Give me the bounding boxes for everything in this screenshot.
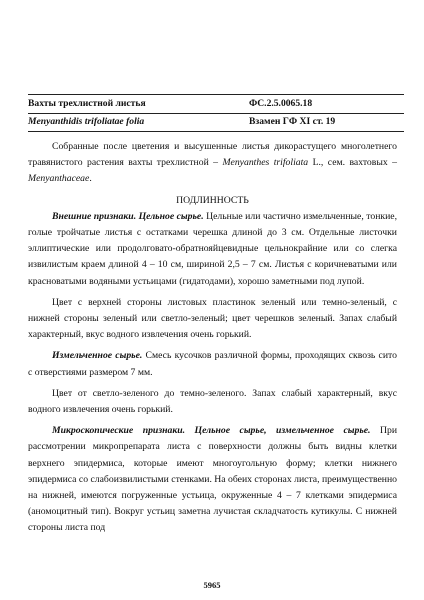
crushed-color-paragraph: Цвет от светло-зеленого до темно-зеленого. Запах слабый характерный, вкус водного извлечения очень горький. [28,387,397,416]
replaces-note: Взамен ГФ XI ст. 19 [249,116,336,127]
microscopic-text: При рассмотрении микропрепарата листа с поверхности должны быть видны клетки верхнего эпидермиса, которые имеют многоугольную форму; клетки нижнего эпидермиса со слабоизвилистыми стенками. На обеих сторонах листа, преимущественно на нижней, имеются погруженные устьица, окруженные 4 – 7 клетками эпидермиса (аномоцитный тип). Вокруг устьиц заметна лучистая складчатость кутикулы. С нижней стороны листа под [28,425,397,534]
crushed-paragraph [28,348,397,380]
external-features-paragraph [28,209,397,290]
header-row-1 [28,96,404,112]
section-title: ПОДЛИННОСТЬ [176,194,249,206]
header-bottom-rule [28,131,404,132]
monograph-code: ФС.2.5.0065.18 [249,98,313,109]
intro-latin-family: Menyanthaceae [28,173,90,185]
external-features-label: Внешние признаки. Цельное сырье. [52,210,204,222]
monograph-title: Вахты трехлистной листья [28,98,146,109]
external-features-text: Цельные или частично измельченные, тонкие, голые тройчатые листья с остатками черешка длиной до 3 см. Отдельные листочки эллиптические или продолговато-обратнояйцевидные цельнокрайние или со слегка извилистым краем длиной 4 – 10 см, шириной 2,5 – 7 см. Листья с коричневатыми или красноватыми водяными устьицами (гидатодами), хорошо заметными под лупой. [28,210,397,287]
intro-latin-species: Menyanthes trifoliata [222,157,309,169]
page-number: 5965 [203,580,221,590]
crushed-label: Измельченное сырье. [52,350,143,362]
document-body [28,135,397,537]
intro-paragraph [28,139,397,188]
color-paragraph: Цвет с верхней стороны листовых пластинок зеленый или темно-зеленый, с нижней стороны зеленый или светло-зеленый; цвет черешков зеленый. Запах слабый характерный, вкус водного извлечения очень горький. [28,296,397,341]
microscopic-paragraph [28,423,397,536]
intro-text-2: L., сем. вахтовых – [308,157,397,169]
intro-text-1: Собранные после цветения и высушенные листья дикорастущего многолетнего травянистого растения вахты трехлистной – [28,141,397,169]
microscopic-label: Микроскопические признаки. Цельное сырье, измельченное сырье. [52,425,371,437]
header-row-2 [28,114,404,130]
latin-title: Menyanthidis trifoliatae folia [28,116,145,127]
crushed-text: Смесь кусочков различной формы, проходящих сквозь сито с отверстиями размером 7 мм. [28,350,397,378]
header-top-rule [28,94,404,95]
intro-text-3: . [89,173,92,185]
